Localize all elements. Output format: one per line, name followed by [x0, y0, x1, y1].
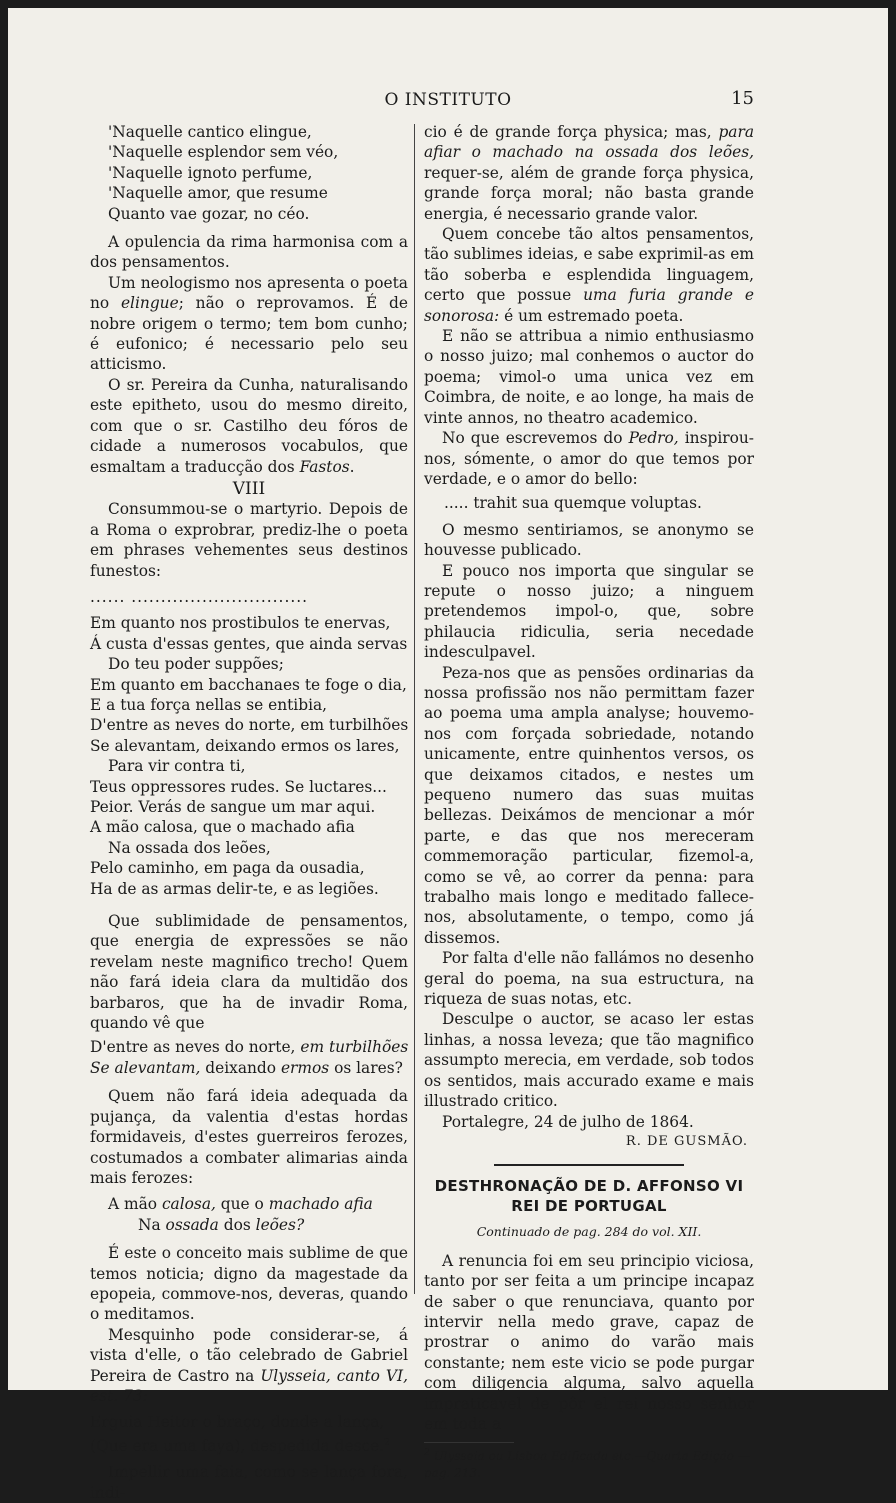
- paragraph: Quem não fará ideia adequada da pujança, da valentia d'estas hordas formidaveis, d'estes guerreiros ferozes, costumados a combater alimarias ainda mais ferozes:: [90, 1087, 408, 1187]
- verse-line: Peior. Verás de sangue um mar aqui.: [90, 798, 376, 816]
- verse-line: 'Naquelle amor, que resume: [108, 184, 328, 203]
- verse-line: 'Naquelle esplendor sem véo,: [108, 143, 339, 162]
- continued-note: Continuado de pag. 284 do vol. XII.: [476, 1224, 702, 1240]
- verse-block-3: [90, 1412, 408, 1456]
- latin-quote: ..... trahit sua quemque voluptas.: [444, 494, 702, 513]
- verse-line: Se alevantam, deixando ermos os lares,: [90, 736, 400, 755]
- verse-line: Teus oppressores rudes. Se luctares...: [90, 777, 387, 796]
- paragraph: Mesquinho pode considerar-se, á vista d'elle, o tão celebrado de Gabriel Pereira de Castro na Ulysseia, canto VI, est. 73:: [90, 1325, 408, 1405]
- paragraph: A opulencia da rima harmonisa com a dos pensamentos.: [90, 233, 408, 272]
- footnote: $^2$ Ulysseia ou Lisboa Edificada etc.—Quarta Edição —pag. 213.: [424, 1448, 750, 1481]
- paragraph: O sr. Pereira da Cunha, naturalisando este epitheto, usou do mesmo direito, com que o sr. Castilho deu fóros de cidade a numerosos vocabulos, que esmaltam a traducção dos Fastos.: [90, 375, 408, 476]
- paragraph: Peza-nos que as pensões ordinarias da nossa profissão nos não permittam fazer ao poema uma ampla analyse; houvemo-nos com forçada sobriedade, notando unicamente, entre quinhentos versos, os que deixamos citados, e nestes um pequeno numero das suas muitas bellezas. Deixámos de mencionar a mór parte, e das que nos mereceram commemoração particular, fizemol-a, como se vê, ao correr da penna: para trabalho mais longo e meditado fallece-nos, absolutamente, o tempo, como já dissemos.: [424, 663, 754, 947]
- verse-line: Em quanto em bacchanaes te foge o dia,: [90, 675, 407, 694]
- page-number: 15: [731, 88, 754, 109]
- section-rule: [494, 1164, 684, 1166]
- quote-block: [90, 1037, 408, 1078]
- verse-line: Se alevantam, deixando ermos os lares?: [90, 1058, 403, 1077]
- verse-line: Na ossada dos leões,: [108, 838, 271, 857]
- page: [8, 8, 888, 1502]
- column-divider: [414, 124, 415, 1294]
- verse-line: Do teu poder suppões;: [108, 655, 284, 674]
- verse-line: (Que era uma faya), despedida desce.$^2$: [90, 1436, 390, 1455]
- paragraph: No que escrevemos do Pedro, inspirou-nos, sómente, o amor do que temos por verdade, e o amor do bello:: [424, 429, 754, 488]
- verse-line: Em quanto nos prostibulos te enervas,: [90, 614, 391, 633]
- verse-line: Na ossada dos leões?: [138, 1215, 305, 1234]
- paragraph: O mesmo sentiriamos, se anonymo se houvesse publicado.: [424, 520, 754, 560]
- paragraph: E não se attribua a nimio enthusiasmo o nosso juizo; mal conhemos o auctor do poema; vimol-o uma unica vez em Coimbra, de noite, e ao longe, ha mais de vinte annos, no theatro academico.: [424, 327, 754, 427]
- verse-line: A mão calosa, que o machado afia: [90, 818, 355, 837]
- verse-line: Pelo caminho, em paga da ousadia,: [90, 859, 365, 878]
- paragraph: Por falta d'elle não fallámos no desenho geral do poema, na sua estructura, na riqueza de suas notas, etc.: [424, 949, 754, 1009]
- verse-line: D'entre as neves do norte, em turbilhões: [90, 716, 409, 735]
- page-header: [8, 88, 888, 114]
- verse-line: A mão calosa, que o machado afia: [108, 1195, 373, 1214]
- verse-line: Erguia Heitor o braço, donde a lança,: [90, 1413, 385, 1432]
- paragraph: cio é de grande força physica; mas, para afiar o machado na ossada dos leões, requer-se, além de grande força physica, grande força moral; não basta grande energia, é necessario grande valor.: [424, 123, 754, 223]
- ellipsis-line: ...... ..............................: [90, 587, 309, 606]
- verse-line: Para vir contra ti,: [108, 757, 246, 776]
- verse-line: Á custa d'essas gentes, que ainda servas: [90, 634, 408, 653]
- verse-line: D'entre as neves do norte, em turbilhões: [90, 1038, 409, 1057]
- paragraph: Quem concebe tão altos pensamentos, tão sublimes ideias, e sabe exprimil-as em tão soberba e esplendida linguagem, certo que possue uma furia grande e sonorosa: é um estremado poeta.: [424, 225, 754, 325]
- article-subtitle: REI DE PORTUGAL: [511, 1197, 667, 1216]
- paragraph: Um neologismo nos apresenta o poeta no elingue; não o reprovamos. É de nobre origem o termo; tem bom cunho; é eufonico; é necessario pelo seu atticismo.: [90, 273, 408, 374]
- running-title: O INSTITUTO: [384, 90, 512, 110]
- paragraph: Consummou-se o martyrio. Depois de a Roma o exprobrar, prediz-lhe o poeta em phrases vehementes seus destinos funestos:: [90, 500, 408, 580]
- paragraph: Que sublimidade de pensamentos, que energia de expressões se não revelam neste magnifico trecho! Quem não fará ideia clara da multidão dos barbaros, que ha de invadir Roma, quando vê que: [90, 912, 408, 1033]
- verse-block-2: [90, 613, 408, 899]
- paragraph: Impellir uma faia, como se lança fora, indi-: [90, 1463, 408, 1502]
- article-title: DESTHRONAÇÃO DE D. AFFONSO VI: [434, 1177, 744, 1196]
- verse-line: Quanto vae gozar, no céo.: [108, 204, 310, 223]
- signature: R. DE GUSMÃO.: [625, 1133, 748, 1149]
- paragraph: A renuncia foi em seu principio viciosa, tanto por ser feita a um principe incapaz de saber o que renunciava, quanto por intervir nella medo grave, capaz de prostrar o animo do varão mais constante; nem este vicio se pode purgar com diligencia alguma, salvo aquella impraticavel de pôr el rei nosso senhor em toda a: [424, 1251, 754, 1433]
- verse-line: E a tua força nellas se entibia,: [90, 695, 328, 714]
- verse-line: Ha de as armas delir-te, e as legiões.: [90, 879, 379, 898]
- verse-line: 'Naquelle ignoto perfume,: [108, 163, 313, 182]
- verse-line: 'Naquelle cantico elingue,: [108, 123, 312, 141]
- footnote-mark: 2: [384, 1437, 390, 1448]
- footnote-rule: [424, 1442, 514, 1443]
- place-date: Portalegre, 24 de julho de 1864.: [442, 1112, 694, 1131]
- paragraph: É este o conceito mais sublime de que temos noticia; digno da magestade da epopeia, commove-nos, deveras, quando o meditamos.: [90, 1244, 408, 1324]
- left-column: [90, 122, 408, 1503]
- paragraph: Desculpe o auctor, se acaso ler estas linhas, a nossa leveza; que tão magnifico assumpto merecia, em verdade, sob todos os sentidos, mais accurado exame e mais illustrado critico.: [424, 1010, 754, 1111]
- section-heading: VIII: [232, 478, 266, 499]
- right-column: [424, 122, 754, 1482]
- paragraph: E pouco nos importa que singular se repute o nosso juizo; a ninguem pretendemos impol-o, que, sobre philaucia ridiculia, seria necedade indesculpavel.: [424, 561, 754, 662]
- verse-block-1: [90, 122, 408, 224]
- quote-block: [90, 1194, 408, 1235]
